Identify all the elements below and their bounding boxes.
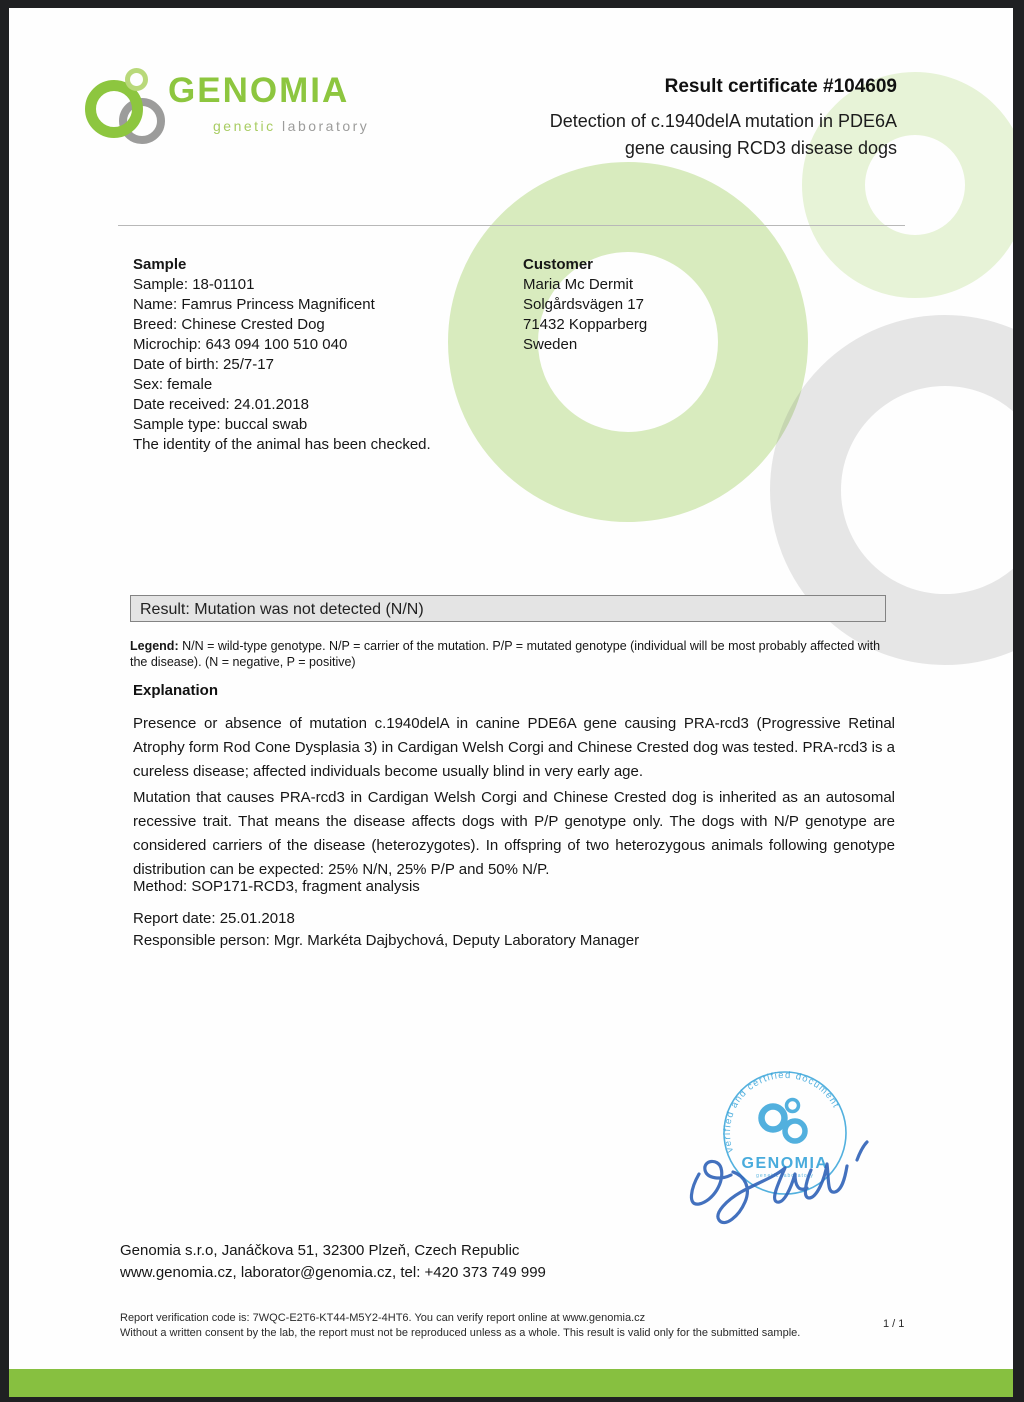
stamp-logo-text: GENOMIA [741,1155,829,1172]
signature [677,1126,887,1251]
logo-wordmark: GENOMIA [168,71,350,110]
sample-line: Sample type: buccal swab [133,416,308,433]
sample-line: Sample: 18-01101 [133,276,255,293]
lab-address-line1: Genomia s.r.o, Janáčkova 51, 32300 Plzeň, Czech Republic [120,1242,520,1259]
stamp-logo-small-ring-icon [787,1100,799,1112]
logo-tagline-genetic: genetic [213,118,276,134]
lab-address-line2: www.genomia.cz, laborator@genomia.cz, tel: +420 373 749 999 [120,1264,546,1281]
stamp-ring-text: verified and certified document [721,1069,842,1154]
stamp-tagline-text: genetic laboratory [756,1173,814,1179]
logo-small-ring-icon [125,68,148,91]
certificate-number-title: Result certificate #104609 [664,76,897,97]
customer-line: Sweden [523,336,578,353]
signature-stroke [857,1142,867,1160]
sample-section [133,255,513,455]
sample-heading: Sample [133,256,187,273]
customer-line: Solgårdsvägen 17 [523,296,644,313]
lab-address [120,1240,546,1284]
sample-line: The identity of the animal has been checked. [133,436,431,453]
certificate-page [9,8,1013,1397]
customer-line: 71432 Kopparberg [523,316,648,333]
verification-line1: Report verification code is: 7WQC-E2T6-KT44-M5Y2-4HT6. You can verify report online at www.genomia.cz [120,1312,646,1324]
responsible-person-line: Responsible person: Mgr. Markéta Dajbychová, Deputy Laboratory Manager [133,932,640,949]
legend-text [130,638,894,670]
sample-line: Date received: 24.01.2018 [133,396,309,413]
legend-body: N/N = wild-type genotype. N/P = carrier of the mutation. P/P = mutated genotype (individual will be most probably affected with the disease). (N = negative, P = positive) [130,639,881,669]
report-date-line: Report date: 25.01.2018 [133,910,295,927]
verification-note [120,1311,810,1341]
sample-line: Microchip: 643 094 100 510 040 [133,336,348,353]
explanation-heading: Explanation [133,682,219,699]
result-banner: Result: Mutation was not detected (N/N) [130,595,886,622]
customer-heading: Customer [523,256,594,273]
certificate-subtitle-line1: Detection of c.1940delA mutation in PDE6A [549,111,897,131]
logo-tagline-laboratory: laboratory [275,118,370,134]
watermark-light-green-ring-icon [802,72,1013,298]
certificate-subtitle [550,108,897,162]
sample-line: Name: Famrus Princess Magnificent [133,296,375,313]
header-divider [118,225,905,226]
verification-line2: Without a written consent by the lab, the report must not be reproduced unless as a whole. This result is valid only for the submitted sample. [120,1327,801,1339]
logo-tagline [213,118,369,134]
explanation-paragraph-2: Mutation that causes PRA-rcd3 in Cardigan Welsh Corgi and Chinese Crested dog is inherited as an autosomal recessive trait. That means the disease affects dogs with P/P genotype only. The dogs with N/P genotype are considered carriers of the disease (heterozygotes). In offspring of two heterozygous animals following genotype distribution can be expected: 25% N/N, 25% P/P and 50% N/P. [133,789,895,878]
footer-green-bar [9,1369,1013,1397]
legend-label: Legend: [130,639,179,653]
method-line: Method: SOP171-RCD3, fragment analysis [133,878,420,895]
signature-stroke [691,1161,731,1204]
certificate-subtitle-line2: gene causing RCD3 disease dogs [624,138,897,158]
page-number: 1 / 1 [883,1318,905,1330]
sample-line: Sex: female [133,376,213,393]
customer-section [523,255,823,355]
explanation-paragraph-1: Presence or absence of mutation c.1940delA in canine PDE6A gene causing PRA-rcd3 (Progressive Retinal Atrophy form Rod Cone Dysplasia 3) in Cardigan Welsh Corgi and Chinese Crested dog was tested. PRA-rcd3 is a cureless disease; affected individuals become usually blind in very early age. [133,715,895,780]
sample-line: Date of birth: 25/7-17 [133,356,274,373]
sample-line: Breed: Chinese Crested Dog [133,316,325,333]
customer-line: Maria Mc Dermit [523,276,634,293]
signature-stroke [805,1164,847,1198]
